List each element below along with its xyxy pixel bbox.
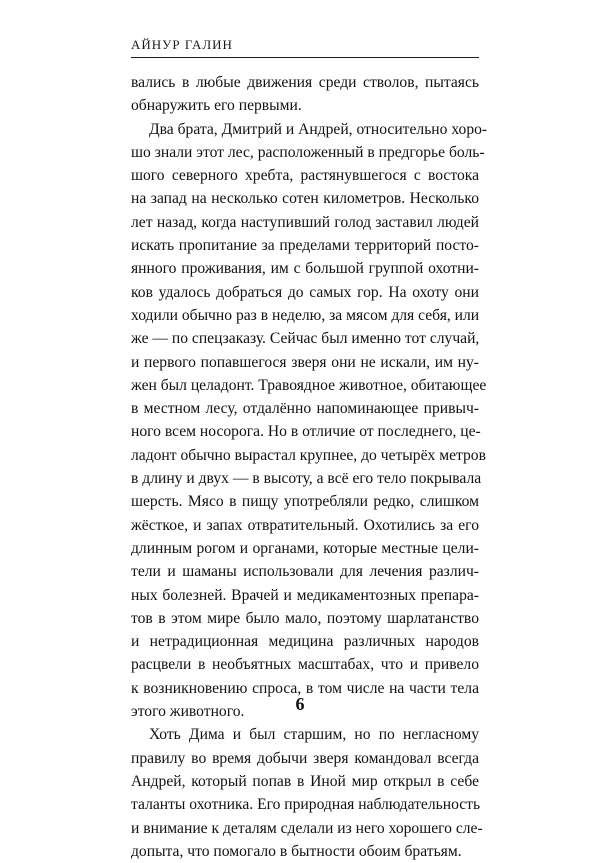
text-line: расцвели в необъятных масштабах, что и привело [131,656,479,674]
text-line: в местном лесу, отдалённо напоминающее привыч- [131,400,479,418]
text-line: искать пропитание за пределами территорий посто- [131,237,479,255]
text-line: ных болезней. Врачей и медикаментозных препара- [131,586,479,604]
text-line: и нетрадиционная медицина различных народов [131,633,479,651]
body-text [131,71,488,863]
text-line: этого животного. [131,703,245,721]
text-line: Два брата, Дмитрий и Андрей, относительно хоро- [149,120,488,138]
text-line: к возникновению спроса, в том числе на части тела [131,679,479,697]
text-line: лет назад, когда наступивший голод заставил людей [131,213,479,231]
text-line: ного всем носорога. Но в отличие от последнего, це- [131,423,481,441]
text-line: Хоть Дима и был старшим, но по негласному [149,726,479,744]
text-line: ладонт обычно вырастал крупнее, до четырёх метров [131,446,486,464]
text-line: на запад на несколько сотен километров. Несколько [131,190,479,208]
text-line: в длину и двух — в высоту, а всё его тело покрывала [131,470,482,488]
header-rule [131,57,479,58]
text-line: таланты охотника. Его природная наблюдательность [131,796,481,814]
text-line: шого северного хребта, растянувшегося с востока [131,167,479,185]
text-line: жен был целадонт. Травоядное животное, обитающее [131,376,487,394]
text-line: тели и шаманы использовали для лечения различ- [131,563,479,581]
text-line: же — по спецзаказу. Сейчас был именно тот случай, [131,330,480,348]
text-line: и внимание к деталям сделали из него хорошего сле- [131,819,483,837]
text-line: и первого попавшегося зверя они не искали, им ну- [131,353,479,371]
text-line: янного проживания, им с большой группой охотни- [131,260,479,278]
running-head: АЙНУР ГАЛИН [131,37,233,52]
text-line: обнаружить его первыми. [131,97,302,115]
text-line: тов в этом мире было мало, поэтому шарлатанство [131,609,479,627]
text-line: шо знали этот лес, расположенный в предгорье боль- [131,143,485,161]
text-line: жёсткое, и запах отвратительный. Охотились за его [131,516,479,534]
text-line: правилу во время добычи зверя командовал всегда [131,749,479,767]
text-line: Андрей, который попав в Иной мир открыл в себе [131,772,479,790]
text-line: длинным рогом и органами, которые местные цели- [131,539,479,557]
page-number: 6 [295,694,305,714]
text-line: допыта, что помогало в бытности обоим братьям. [131,842,462,860]
text-line: ходили обычно раз в неделю, за мясом для себя, или [131,306,480,324]
text-line: шерсть. Мясо в пищу употребляли редко, слишком [131,493,479,511]
text-line: вались в любые движения среди стволов, пытаясь [131,74,479,91]
text-line: ков удалось добраться до самых гор. На охоту они [131,283,479,301]
